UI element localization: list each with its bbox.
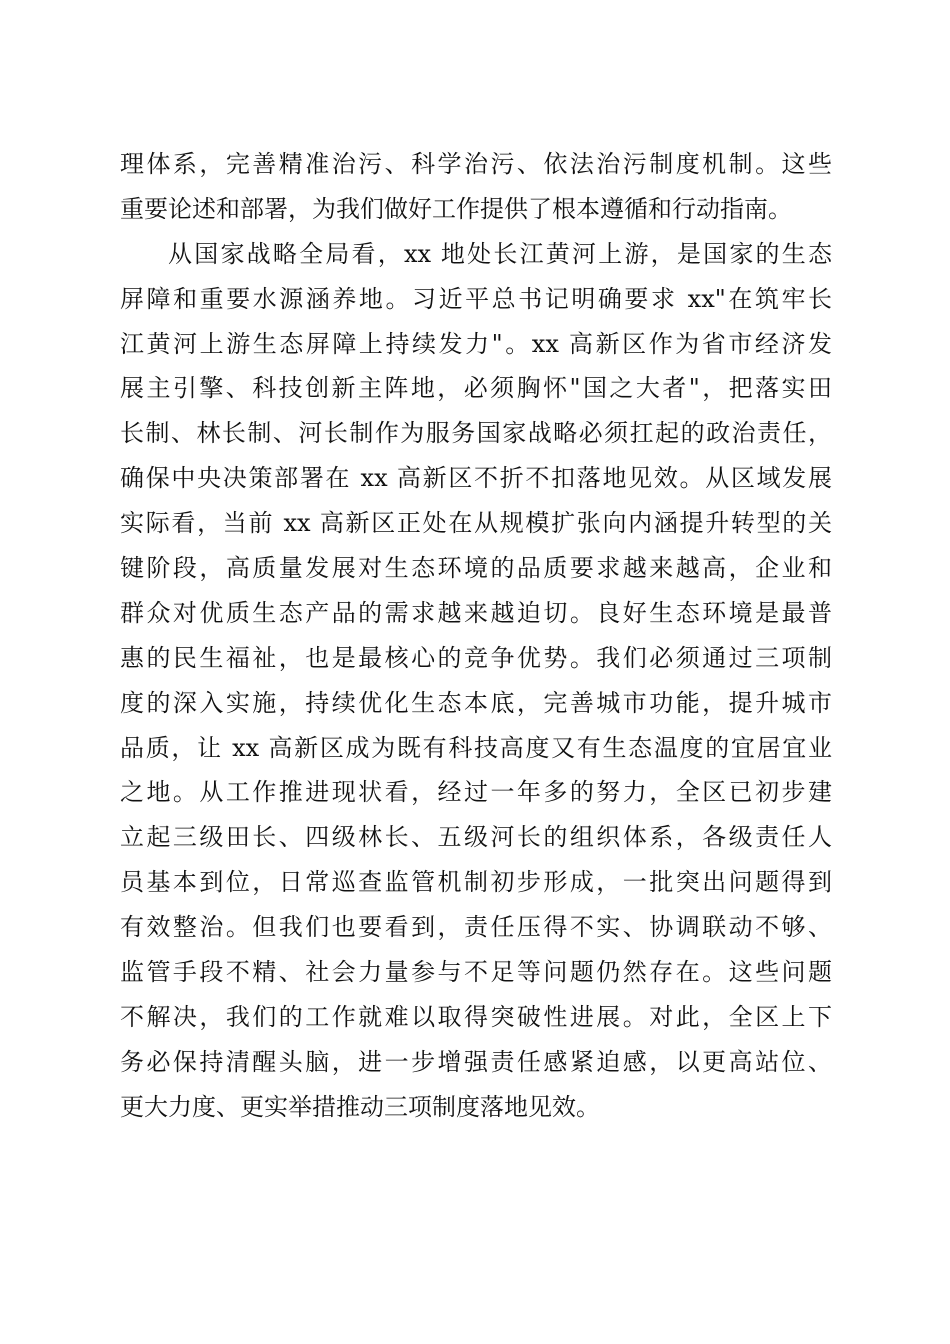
text-line: 不解决，我们的工作就难以取得突破性进展。对此，全区上下: [120, 1002, 832, 1031]
body-text: [120, 142, 832, 1130]
text-line: 江黄河上游生态屏障上持续发力"。xx 高新区作为省市经济发: [120, 329, 832, 358]
paragraph-first-line: 从国家战略全局看，xx 地处长江黄河上游，是国家的生态: [168, 239, 832, 268]
text-line: 键阶段，高质量发展对生态环境的品质要求越来越高，企业和: [120, 554, 832, 583]
text-line: 监管手段不精、社会力量参与不足等问题仍然存在。这些问题: [120, 958, 832, 987]
text-line: 惠的民生福祉，也是最核心的竞争优势。我们必须通过三项制: [120, 643, 832, 672]
text-line: 理体系，完善精准治污、科学治污、依法治污制度机制。这些: [120, 150, 832, 178]
text-line: 实际看，当前 xx 高新区正处在从规模扩张向内涵提升转型的关: [120, 509, 832, 538]
text-line: 有效整治。但我们也要看到，责任压得不实、协调联动不够、: [120, 913, 832, 942]
text-line: 更大力度、更实举措推动三项制度落地见效。: [120, 1092, 600, 1121]
text-line: 务必保持清醒头脑，进一步增强责任感紧迫感，以更高站位、: [120, 1047, 832, 1076]
text-line: 度的深入实施，持续优化生态本底，完善城市功能，提升城市: [120, 688, 832, 717]
text-line: 群众对优质生态产品的需求越来越迫切。良好生态环境是最普: [120, 598, 832, 627]
text-line: 员基本到位，日常巡查监管机制初步形成，一批突出问题得到: [120, 868, 832, 897]
text-line: 之地。从工作推进现状看，经过一年多的努力，全区已初步建: [120, 778, 832, 807]
text-line: 品质，让 xx 高新区成为既有科技高度又有生态温度的宜居宜业: [120, 733, 832, 762]
text-line: 确保中央决策部署在 xx 高新区不折不扣落地见效。从区域发展: [120, 464, 832, 493]
text-line: 展主引擎、科技创新主阵地，必须胸怀"国之大者"，把落实田: [120, 374, 832, 403]
text-line: 立起三级田长、四级林长、五级河长的组织体系，各级责任人: [120, 823, 832, 852]
text-line: 屏障和重要水源涵养地。习近平总书记明确要求 xx"在筑牢长: [120, 284, 832, 313]
text-line: 重要论述和部署，为我们做好工作提供了根本遵循和行动指南。: [120, 194, 792, 223]
text-line: 长制、林长制、河长制作为服务国家战略必须扛起的政治责任，: [120, 419, 832, 448]
